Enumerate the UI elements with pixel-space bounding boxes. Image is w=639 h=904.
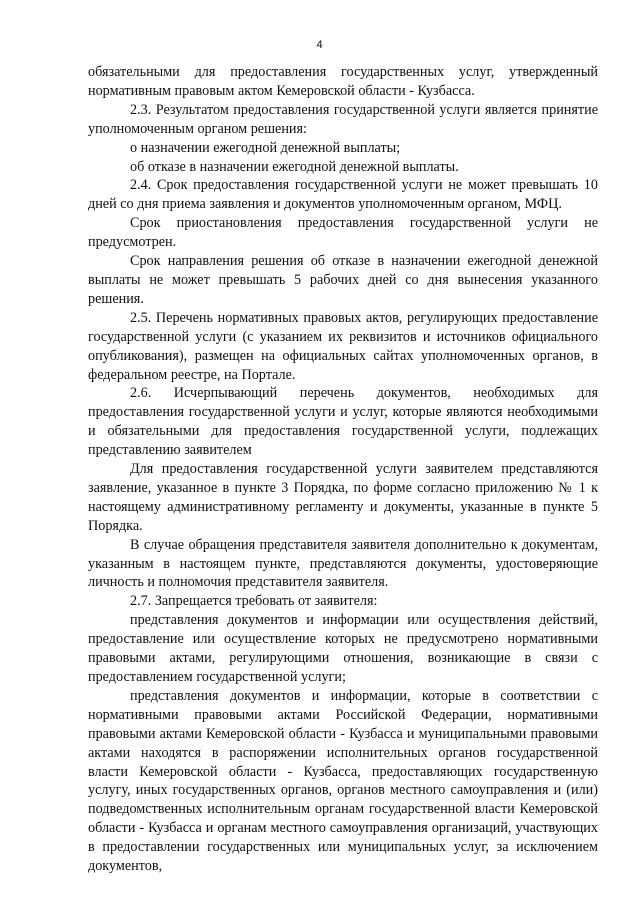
paragraph: о назначении ежегодной денежной выплаты; (130, 139, 401, 156)
paragraph: обязательными для предоставления государственных услуг, утвержденный нормативным правовым актом Кемеровской области - Кузбасса. (88, 64, 598, 99)
paragraph: об отказе в назначении ежегодной денежной выплаты. (130, 158, 459, 175)
paragraph: 2.5. Перечень нормативных правовых актов, регулирующих предоставление государственной услуги (с указанием их реквизитов и источников официального опубликования), размещен на официальных сайтах уполномоченных органов, в федеральном реестре, на Портале. (88, 309, 598, 383)
document-body (88, 63, 598, 876)
paragraph: 2.6. Исчерпывающий перечень документов, необходимых для предоставления государственной услуги и услуг, которые являются необходимыми и обязательными для предоставления государственной услуги, подлежащих представлению заявителем (88, 385, 598, 459)
paragraph: В случае обращения представителя заявителя дополнительно к документам, указанным в настоящем пункте, представляются документы, удостоверяющие личность и полномочия представителя заявителя. (88, 536, 598, 591)
page-number: 4 (316, 39, 323, 51)
paragraph: Для предоставления государственной услуги заявителем представляются заявление, указанное в пункте 3 Порядка, по форме согласно приложению № 1 к настоящему административному регламенту и документы, указанные в пункте 5 Порядка. (88, 461, 598, 534)
paragraph: Срок приостановления предоставления государственной услуги не предусмотрен. (88, 215, 598, 251)
paragraph: 2.3. Результатом предоставления государственной услуги является принятие уполномоченным органом решения: (88, 101, 598, 137)
paragraph: 2.7. Запрещается требовать от заявителя: (130, 593, 378, 610)
paragraph: представления документов и информации или осуществления действий, предоставление или осуществление которых не предусмотрено нормативными правовыми актами, регулирующими отношения, возникающие в связи с предоставлением государственной услуги; (88, 612, 598, 685)
paragraph: представления документов и информации, которые в соответствии с нормативными правовыми актами Российской Федерации, нормативными правовыми актами Кемеровской области - Кузбасса и муниципальными правовыми актами находятся в распоряжении исполнительных органов государственной власти Кемеровской области - Кузбасса, предоставляющих государственную услугу, иных государственных органов, органов местного самоуправления и (или) подведомственных исполнительным органам государственной власти Кемеровской области - Кузбасса и органам местного самоуправления организаций, участвующих в предоставлении государственных или муниципальных услуг, за исключением документов, (88, 687, 598, 875)
paragraph: 2.4. Срок предоставления государственной услуги не может превышать 10 дней со дня приема заявления и документов уполномоченным органом, МФЦ. (88, 177, 598, 213)
paragraph: Срок направления решения об отказе в назначении ежегодной денежной выплаты не может превышать 5 рабочих дней со дня вынесения указанного решения. (88, 253, 598, 307)
